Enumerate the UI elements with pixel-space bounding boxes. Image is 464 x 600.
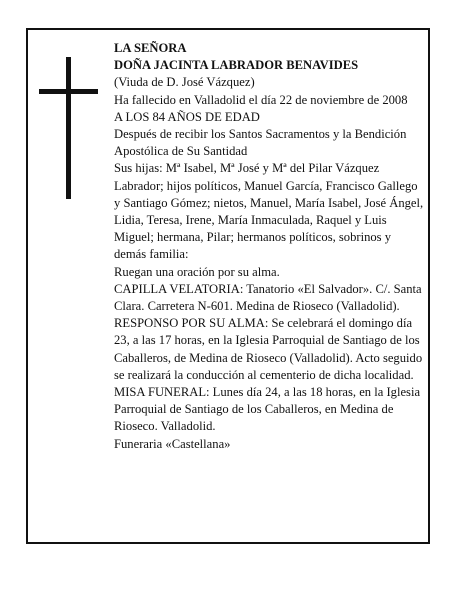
deceased-name: DOÑA JACINTA LABRADOR BENAVIDES	[114, 58, 359, 73]
age: A LOS 84 AÑOS DE EDAD	[114, 109, 260, 124]
notice-header: LA SEÑORA	[114, 41, 187, 55]
cross-horizontal-bar	[39, 89, 98, 94]
sacraments: Después de recibir los Santos Sacramentos y la Bendición Apostólica de Su Santidad	[114, 127, 407, 159]
family-list: Sus hijas: Mª Isabel, Mª José y Mª del Pilar Vázquez Labrador; hijos políticos, Manuel García, Francisco Gallego y Santiago Gómez; nietos, Manuel, María Isabel, José Ángel, Lidia, Teresa, Irene, María Inmaculada, Raquel y Luis Miguel; hermana, Pilar; hermanos políticos, sobrinos y demás familia:	[114, 161, 424, 262]
funeral-mass-info: MISA FUNERAL: Lunes día 24, a las 18 horas, en la Iglesia Parroquial de Santiago de los Caballeros, en Medina de Rioseco. Valladolid.	[114, 385, 421, 434]
widow-of: (Viuda de D. José Vázquez)	[114, 75, 255, 90]
notice-text	[114, 40, 426, 453]
responso-info: RESPONSO POR SU ALMA: Se celebrará el domingo día 23, a las 17 horas, en la Iglesia Parroquial de Santiago de los Caballeros, de Medina de Rioseco (Valladolid). Acto seguido se realizará la conducción al cementerio de dicha localidad.	[114, 316, 423, 382]
cross-vertical-bar	[66, 57, 71, 199]
funeral-home: Funeraria «Castellana»	[114, 436, 231, 451]
chapel-info: CAPILLA VELATORIA: Tanatorio «El Salvador». C/. Santa Clara. Carretera N-601. Medina de Rioseco (Valladolid).	[114, 281, 422, 314]
obituary-notice	[26, 28, 430, 544]
death-info: Ha fallecido en Valladolid el día 22 de noviembre de 2008	[114, 92, 408, 107]
prayer-request: Ruegan una oración por su alma.	[114, 264, 280, 279]
